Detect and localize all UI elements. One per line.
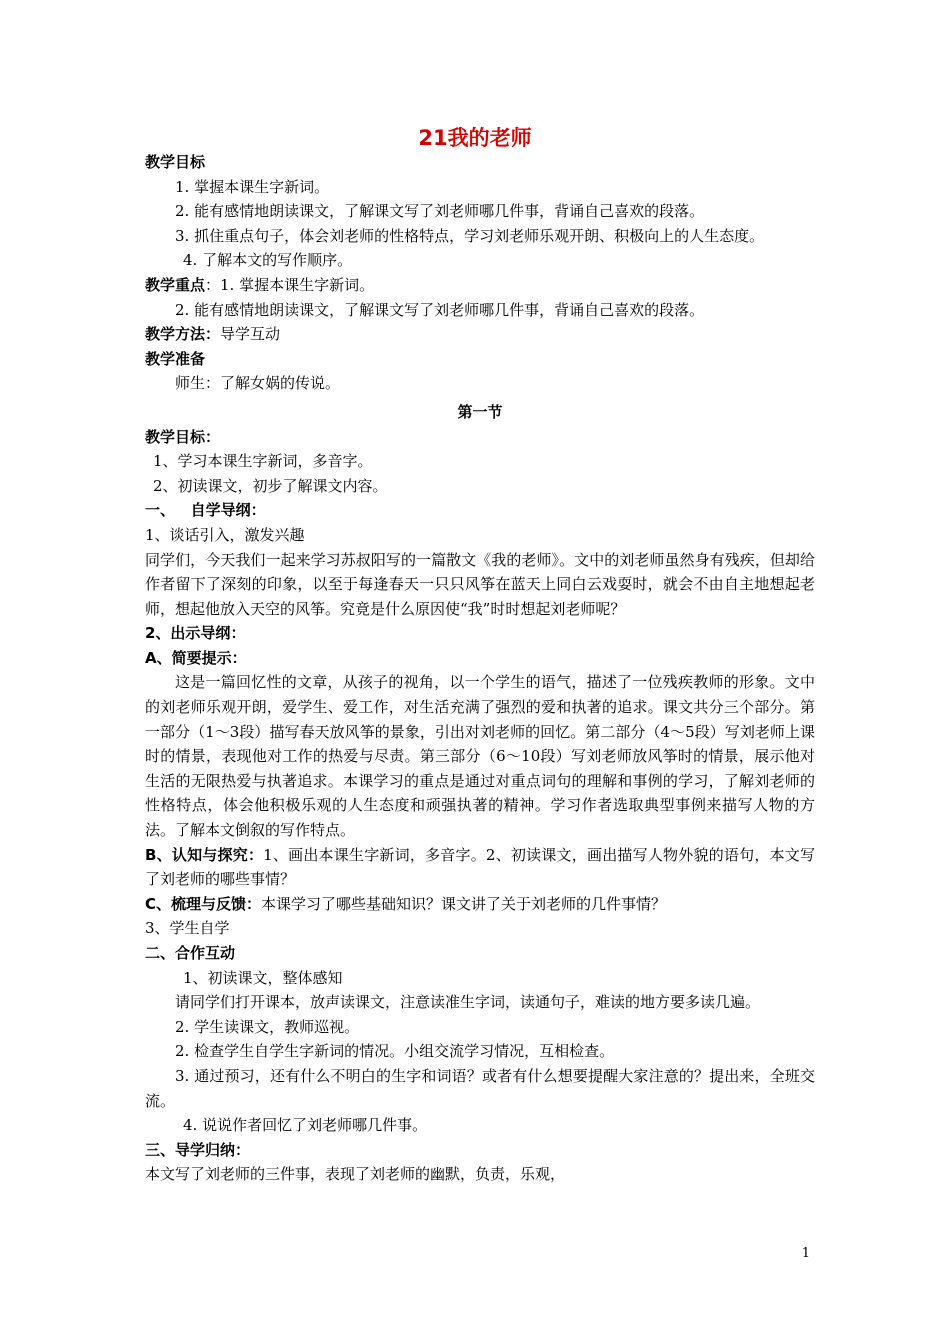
cooperation-step-1: 1、初读课文，整体感知	[183, 968, 343, 987]
document-title: 21我的老师	[418, 126, 532, 150]
cooperation-step-2a: 2. 学生读课文，教师巡视。	[175, 1017, 360, 1036]
feedback-label: C、梳理与反馈：	[145, 894, 262, 913]
explore-label: B、认知与探究：	[145, 845, 264, 864]
heading-summary: 三、导学归纳：	[145, 1140, 251, 1159]
heading-lesson-goals: 教学目标：	[145, 427, 221, 446]
goal-item-4: 4. 了解本文的写作顺序。	[183, 251, 353, 270]
cooperation-instruction: 请同学们打开课本，放声读课文，注意读准生字词，读通句子，难读的地方要多读几遍。	[175, 993, 761, 1012]
paragraph-explore	[145, 843, 815, 892]
method-label: 教学方法：	[145, 325, 221, 344]
heading-preparation: 教学准备	[145, 349, 206, 368]
goal-item-3: 3. 抓住重点句子，体会刘老师的性格特点，学习刘老师乐观开朗、积极向上的人生态度。	[175, 226, 765, 245]
explore-text: 1、画出本课生字新词，多音字。2、初读课文，画出描写人物外貌的语句，本文写了刘老师的哪些事情？	[145, 845, 815, 889]
key-points-item-2: 2. 能有感情地朗读课文，了解课文写了刘老师哪几件事，背诵自己喜欢的段落。	[175, 300, 705, 319]
key-points-item-1: ：1. 掌握本课生字新词。	[205, 275, 375, 294]
paragraph-tips: 这是一篇回忆性的文章，从孩子的视角，以一个学生的语气，描述了一位残疾教师的形象。文中的刘老师乐观开朗，爱学生、爱工作，对生活充满了强烈的爱和执著的追求。课文共分三个部分。第一部分（1～3段）描写春天放风筝的景象，引出对刘老师的回忆。第二部分（4～5段）写刘老师上课时的情景，表现他对工作的热爱与尽责。第三部分（6～10段）写刘老师放风筝时的情景，展示他对生活的无限热爱与执著追求。本课学习的重点是通过对重点词句的理解和事例的学习，了解刘老师的性格特点，体会他积极乐观的人生态度和顽强执著的精神。学习作者选取典型事例来描写人物的方法。了解本文倒叙的写作特点。	[145, 673, 815, 840]
heading-brief-tips: A、简要提示：	[145, 648, 247, 667]
cooperation-step-2b: 2. 检查学生自学生字新词的情况。小组交流学习情况，互相检查。	[175, 1042, 615, 1061]
heading-self-study-outline: 一、 自学导纲：	[145, 501, 266, 520]
method-line	[145, 322, 815, 347]
summary-text: 本文写了刘老师的三件事，表现了刘老师的幽默，负责，乐观，	[145, 1165, 566, 1184]
lesson-goal-2: 2、初读课文，初步了解课文内容。	[153, 476, 388, 495]
page-number: 1	[801, 1246, 810, 1261]
heading-cooperation: 二、合作互动	[145, 944, 236, 962]
key-points-label: 教学重点	[145, 275, 206, 294]
method-value: 导学互动	[220, 325, 281, 344]
step-self-study: 3、学生自学	[145, 919, 230, 938]
feedback-text: 本课学习了哪些基础知识？课文讲了关于刘老师的几件事情？	[261, 894, 667, 913]
cooperation-step-3: 3. 通过预习，还有什么不明白的生字和词语？或者有什么想要提醒大家注意的？提出来，全班交流。	[145, 1066, 815, 1110]
cooperation-step-4: 4. 说说作者回忆了刘老师哪几件事。	[183, 1116, 428, 1135]
lesson-goal-1: 1、学习本课生字新词，多音字。	[153, 452, 373, 471]
step-intro: 1、谈话引入，激发兴趣	[145, 525, 305, 544]
feedback-line	[145, 892, 815, 917]
key-points-line	[145, 273, 815, 298]
goal-item-1: 1. 掌握本课生字新词。	[175, 177, 330, 196]
step-outline: 2、出示导纲：	[145, 624, 246, 643]
heading-teaching-goals: 教学目标	[145, 153, 206, 171]
paragraph-intro: 同学们，今天我们一起来学习苏叔阳写的一篇散文《我的老师》。文中的刘老师虽然身有残疾，但却给作者留下了深刻的印象，以至于每逢春天一只只风筝在蓝天上同白云戏耍时，就会不由自主地想起老师，想起他放入天空的风筝。究竟是什么原因使“我”时时想起刘老师呢？	[145, 550, 815, 618]
document-body	[145, 150, 815, 1187]
section-heading-lesson-1: 第一节	[457, 402, 503, 421]
preparation-text: 师生：了解女娲的传说。	[175, 374, 341, 393]
goal-item-2: 2. 能有感情地朗读课文，了解课文写了刘老师哪几件事，背诵自己喜欢的段落。	[175, 202, 705, 221]
